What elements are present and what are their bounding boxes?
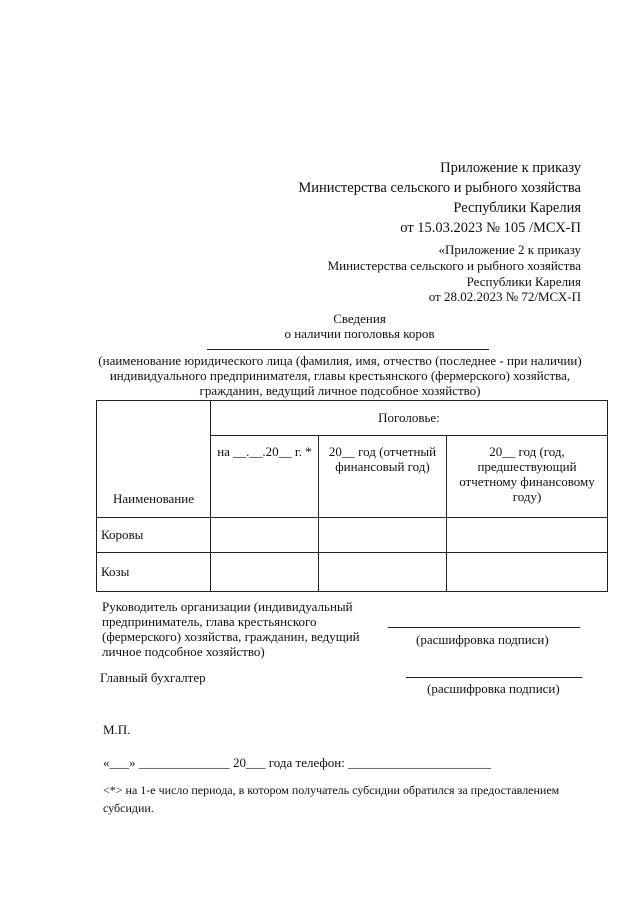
cell-goats-date [211,553,319,592]
entity-caption-line-3: гражданин, ведущий личное подсобное хозяйство) [199,383,481,398]
prev-appendix-line-1: «Приложение 2 к приказу [438,242,581,257]
stamp-label: М.П. [103,722,131,737]
table-row [97,553,608,592]
appendix-line-3: Республики Карелия [453,200,581,216]
head-label-line-2: предприниматель, глава крестьянского [102,614,317,629]
prev-appendix-line-4: от 28.02.2023 № 72/МСХ-П [428,289,581,304]
head-label-line-1: Руководитель организации (индивидуальный [102,599,353,614]
entity-caption-line-1: (наименование юридического лица (фамилия, имя, отчество (последнее - при наличии) [98,353,582,368]
livestock-table [96,400,608,592]
appendix-line-2: Министерства сельского и рыбного хозяйства [298,180,581,196]
prev-appendix-line-3: Республики Карелия [466,274,581,289]
appendix-line-4: от 15.03.2023 № 105 /МСХ-П [400,220,581,236]
cell-goats-previous [447,553,608,592]
head-signature-line [388,627,580,628]
col-date-header: на __.__.20__ г. * [211,436,319,518]
prev-appendix-line-2: Министерства сельского и рыбного хозяйства [327,258,581,273]
accountant-signature-line [406,677,582,678]
cell-cows-previous [447,518,608,553]
footnote-line-1: <*> на 1-е число периода, в котором получатель субсидии обратился за предоставлением [103,783,560,797]
livestock-group-header: Поголовье: [211,401,608,436]
row-label-cows: Коровы [97,518,211,553]
date-phone-line: «___» ______________ 20___ года телефон: ______________________ [103,755,492,770]
cell-cows-reporting [319,518,447,553]
name-header: Наименование [97,401,211,518]
table-row [97,518,608,553]
col-reporting-year-header: 20__ год (отчетный финансовый год) [319,436,447,518]
head-signature-caption: (расшифровка подписи) [416,632,549,647]
accountant-label: Главный бухгалтер [100,670,206,685]
row-label-goats: Козы [97,553,211,592]
appendix-line-1: Приложение к приказу [440,160,581,176]
document-subtitle: о наличии поголовья коров [284,326,435,341]
head-label-line-4: личное подсобное хозяйство) [102,644,265,659]
col-previous-year-header: 20__ год (год, предшествующий отчетному финансовому году) [447,436,608,518]
cell-goats-reporting [319,553,447,592]
head-label-line-3: (фермерского) хозяйства, гражданин, ведущий [102,629,360,644]
entity-name-line [207,349,489,350]
accountant-signature-caption: (расшифровка подписи) [427,681,560,696]
entity-caption-line-2: индивидуального предпринимателя, главы крестьянского (фермерского) хозяйства, [109,368,571,383]
document-title: Сведения [333,311,386,326]
footnote-line-2: субсидии. [103,801,154,815]
cell-cows-date [211,518,319,553]
